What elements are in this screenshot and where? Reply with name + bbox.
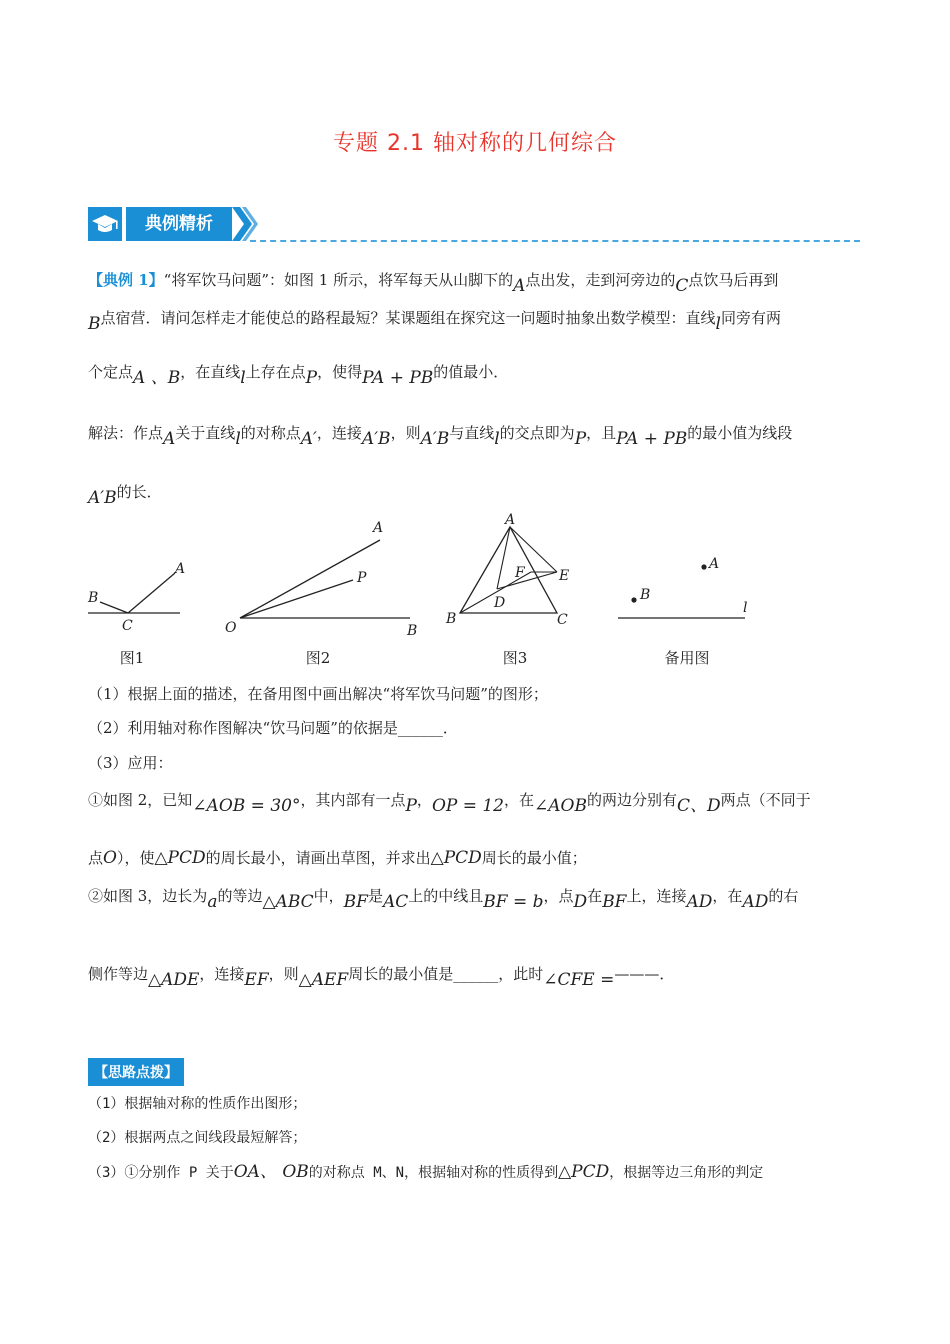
text: ①如图 2，已知 <box>88 791 193 809</box>
text: 周长的最小值是______，此时 <box>348 965 544 983</box>
example-line-1 <box>88 270 779 296</box>
math: AD <box>742 892 769 912</box>
fig3-caption: 图3 <box>502 649 528 667</box>
text: ———． <box>614 965 675 983</box>
text: ，根据等边三角形的判定 <box>609 1165 764 1181</box>
text: ，其内部有一点 <box>300 791 406 809</box>
text: 上存在点 <box>245 363 306 381</box>
solution-line-1 <box>88 423 793 449</box>
math: C、D <box>676 796 721 816</box>
text: 点饮马后再到 <box>688 271 779 289</box>
text: 周长的最小值； <box>481 849 587 867</box>
text: 侧作等边 <box>88 965 149 983</box>
question-3-2-line-2 <box>88 964 675 990</box>
text: 的交点即为 <box>499 424 575 442</box>
text: 的最小值为线段 <box>687 424 793 442</box>
fig3-label-b: B <box>446 611 457 627</box>
text: ②如图 3，边长为 <box>88 887 208 905</box>
fig2-label-o: O <box>225 620 237 636</box>
math: OA、 OB <box>233 1162 309 1182</box>
text: 的长． <box>116 483 162 501</box>
math: C <box>675 276 689 296</box>
fig2-caption: 图2 <box>305 649 331 667</box>
math: P <box>305 368 318 388</box>
fig1-label-b: B <box>88 590 99 606</box>
text: 的对称点 <box>240 424 301 442</box>
fig3-label-e: E <box>559 568 570 584</box>
fig3-label-f: F <box>515 565 525 581</box>
math: △AEF <box>298 970 349 990</box>
question-1: （1）根据上面的描述，在备用图中画出解决“将军饮马问题”的图形； <box>88 685 548 703</box>
text: 的对称点 M、N，根据轴对称的性质得到 <box>308 1165 559 1181</box>
math: P <box>405 796 417 816</box>
question-3-1-line-1 <box>88 790 811 816</box>
text: ，连接 <box>199 965 245 983</box>
graduation-cap-icon <box>88 207 122 241</box>
math: O <box>103 848 117 868</box>
figure-3 <box>445 512 569 628</box>
math: BF <box>343 892 368 912</box>
fig3-label-c: C <box>557 612 568 628</box>
text: ，在直线 <box>180 363 241 381</box>
text: 的右 <box>768 887 799 905</box>
math: l <box>494 429 500 449</box>
math: BF <box>602 892 627 912</box>
math: △ADE <box>148 970 200 990</box>
math: l <box>235 429 241 449</box>
math: △PCD <box>154 848 206 868</box>
math: ∠CFE = <box>543 970 615 990</box>
text: 是 <box>367 887 383 905</box>
fig4-label-a: A <box>709 556 720 572</box>
text: 在 <box>587 887 603 905</box>
math: l <box>240 368 246 388</box>
banner-label: 典例精析 <box>126 207 232 241</box>
example-line-2 <box>88 308 781 334</box>
math: AC <box>382 892 409 912</box>
question-3-1-line-2 <box>88 848 587 868</box>
text: 与直线 <box>449 424 495 442</box>
chevron-right-icon <box>232 207 258 243</box>
fig4-label-l: l <box>743 600 748 616</box>
fig2-label-p: P <box>357 570 367 586</box>
fig4-label-b: B <box>640 587 651 603</box>
math: A′B <box>88 488 117 508</box>
fig3-label-a: A <box>505 512 516 528</box>
math: PA + PB <box>616 429 688 449</box>
text: ，且 <box>586 424 617 442</box>
text: 上，连接 <box>626 887 687 905</box>
text: ， <box>416 791 432 809</box>
math: A <box>513 276 526 296</box>
figure-1 <box>87 561 185 634</box>
question-3: （3）应用： <box>88 754 173 772</box>
hint-tag: 【思路点拨】 <box>88 1058 184 1086</box>
text: 两点（不同于 <box>720 791 811 809</box>
math: a <box>207 892 218 912</box>
fig2-label-b: B <box>407 623 418 639</box>
text: 关于直线 <box>175 424 236 442</box>
text: 中， <box>313 887 344 905</box>
text: 同旁有两 <box>720 309 781 327</box>
hint-2: （2）根据两点之间线段最短解答； <box>88 1130 307 1146</box>
text: 的等边 <box>217 887 263 905</box>
math: ∠AOB <box>534 796 587 816</box>
hint-1: （1）根据轴对称的性质作出图形； <box>88 1096 307 1112</box>
text: 个定点 <box>88 363 134 381</box>
question-2: （2）利用轴对称作图解决“饮马问题”的依据是______． <box>88 719 458 737</box>
banner-divider <box>250 240 860 242</box>
page-title: 专题 2.1 轴对称的几何综合 <box>333 131 617 156</box>
text: （3）①分别作 P 关于 <box>88 1165 234 1181</box>
example-tag: 【典例 1】 <box>88 271 164 289</box>
math: A′ <box>300 429 317 449</box>
text: 的周长最小，请画出草图，并求出 <box>205 849 431 867</box>
math: P <box>574 429 587 449</box>
text: ，则 <box>390 424 421 442</box>
text: 的两边分别有 <box>586 791 677 809</box>
text: 点 <box>88 849 104 867</box>
math: ∠AOB = 30° <box>192 796 301 816</box>
text: ，使得 <box>317 363 363 381</box>
fig1-caption: 图1 <box>119 649 145 667</box>
fig2-label-a: A <box>373 520 384 536</box>
figure-4 <box>618 556 747 618</box>
math: A 、B <box>133 368 181 388</box>
math: △PCD <box>430 848 482 868</box>
fig3-label-d: D <box>494 595 506 611</box>
text: 解法：作点 <box>88 424 164 442</box>
math: △ABC <box>262 892 314 912</box>
text: ，连接 <box>316 424 362 442</box>
text: “将军饮马问题”：如图 1 所示，将军每天从山脚下的 <box>163 271 514 289</box>
text: ，在 <box>712 887 743 905</box>
hint-3 <box>88 1162 763 1183</box>
fig4-caption: 备用图 <box>664 649 710 667</box>
math: PA + PB <box>362 368 434 388</box>
text: ，在 <box>504 791 535 809</box>
text: 上的中线且 <box>408 887 484 905</box>
math: △PCD <box>558 1162 610 1182</box>
text: 点出发，走到河旁边的 <box>525 271 676 289</box>
example-line-3 <box>88 362 509 388</box>
text: ，则 <box>268 965 299 983</box>
question-3-2-line-1 <box>88 886 799 912</box>
text: 的值最小． <box>433 363 509 381</box>
text: 点宿营．请问怎样走才能使总的路程最短？某课题组在探究这一问题时抽象出数学模型：直线 <box>100 309 716 327</box>
math: l <box>715 314 721 334</box>
math: D <box>573 892 588 912</box>
text: ，点 <box>543 887 574 905</box>
math: EF <box>244 970 269 990</box>
math: A′B <box>420 429 450 449</box>
fig1-label-c: C <box>122 618 133 634</box>
text: ），使 <box>116 849 155 867</box>
math: A′B <box>361 429 391 449</box>
figures-row <box>85 510 885 640</box>
solution-line-2 <box>88 482 162 508</box>
math: BF = b <box>483 892 544 912</box>
math: A <box>163 429 176 449</box>
math: OP = 12 <box>431 796 504 816</box>
fig1-label-a: A <box>175 561 186 577</box>
math: B <box>88 314 101 334</box>
figure-2 <box>225 520 417 639</box>
math: AD <box>686 892 713 912</box>
